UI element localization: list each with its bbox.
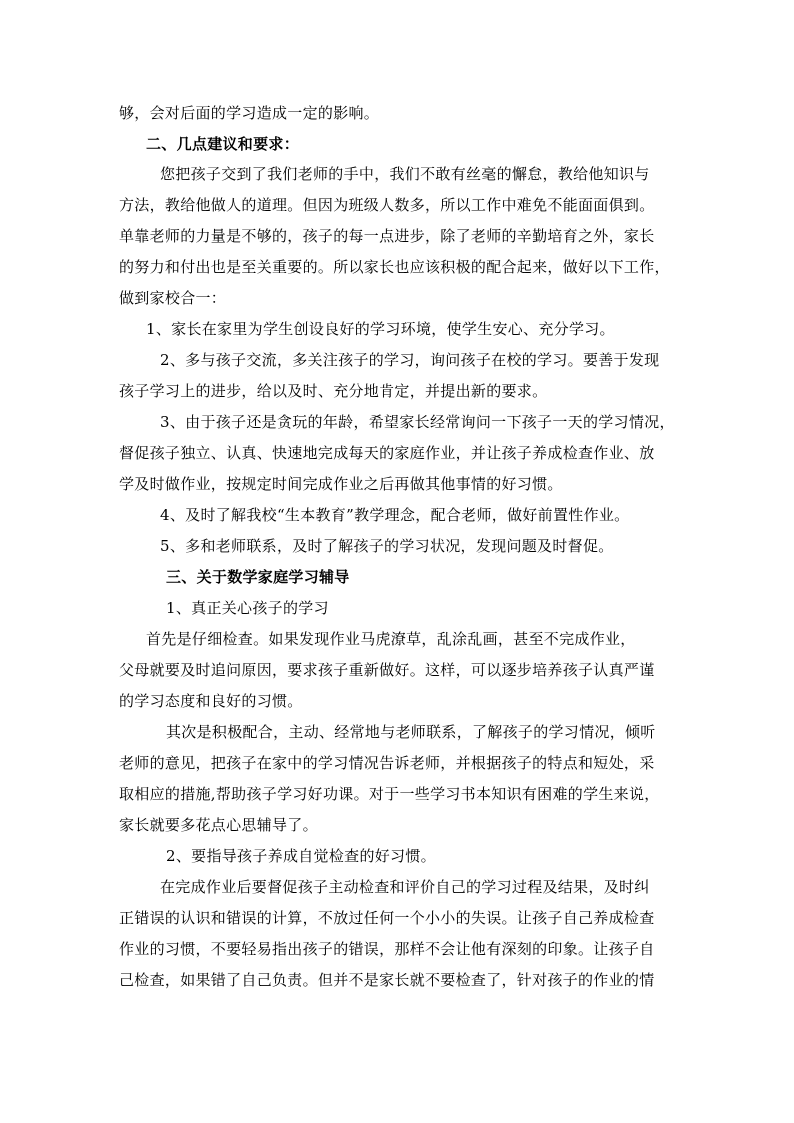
text-line: 孩子学习上的进步，给以及时、充分地肯定，并提出新的要求。 [119,382,548,400]
section-heading: 三、关于数学家庭学习辅导 [166,568,350,586]
text-line: 老师的意见，把孩子在家中的学习情况告诉老师，并根据孩子的特点和短处，采 [119,754,655,772]
list-item: 3、由于孩子还是贪玩的年龄，希望家长经常询问一下孩子一天的学习情况， [160,413,675,431]
list-item: 2、多与孩子交流，多关注孩子的学习，询问孩子在校的学习。要善于发现 [160,351,660,369]
text-line: 在完成作业后要督促孩子主动检查和评价自己的学习过程及结果，及时纠 [160,878,650,896]
list-item: 5、多和老师联系，及时了解孩子的学习状况，发现问题及时督促。 [160,537,614,555]
text-line: 家长就要多花点心思辅导了。 [119,816,318,834]
list-item: 4、及时了解我校“生本教育”教学理念，配合老师，做好前置性作业。 [160,506,630,524]
subsection-heading: 2、要指导孩子养成自觉检查的好习惯。 [166,847,436,865]
text-line: 其次是积极配合，主动、经常地与老师联系，了解孩子的学习情况，倾听 [166,723,656,741]
text-line: 作业的习惯，不要轻易指出孩子的错误，那样不会让他有深刻的印象。让孩子自 [119,940,655,958]
text-line: 己检查，如果错了自己负责。但并不是家长就不要检查了，针对孩子的作业的情 [119,971,655,989]
text-line: 父母就要及时追问原因，要求孩子重新做好。这样，可以逐步培养孩子认真严谨 [119,661,655,679]
text-line: 取相应的措施,帮助孩子学习好功课。对于一些学习书本知识有困难的学生来说， [119,785,660,803]
list-item: 1、家长在家里为学生创设良好的学习环境，使学生安心、充分学习。 [146,320,615,338]
subsection-heading: 1、真正关心孩子的学习 [166,599,329,617]
text-line: 做到家校合一： [119,289,227,307]
text-line: 方法，教给他做人的道理。但因为班级人数多，所以工作中难免不能面面俱到。 [119,196,655,214]
text-line: 督促孩子独立、认真、快速地完成每天的家庭作业，并让孩子养成检查作业、放 [119,444,655,462]
text-line: 的努力和付出也是至关重要的。所以家长也应该积极的配合起来，做好以下工作， [119,258,670,276]
text-line: 您把孩子交到了我们老师的手中，我们不敢有丝毫的懈怠，教给他知识与 [160,165,650,183]
text-line: 的学习态度和良好的习惯。 [119,692,303,710]
text-line: 正错误的认识和错误的计算，不放过任何一个小小的失误。让孩子自己养成检查 [119,909,655,927]
text-line: 学及时做作业，按规定时间完成作业之后再做其他事情的好习惯。 [119,475,563,493]
section-heading: 二、几点建议和要求： [146,135,300,153]
text-line: 单靠老师的力量是不够的，孩子的每一点进步，除了老师的辛勤培育之外，家长 [119,227,655,245]
text-line: 够，会对后面的学习造成一定的影响。 [119,104,380,122]
text-line: 首先是仔细检查。如果发现作业马虎潦草，乱涂乱画，甚至不完成作业， [146,630,636,648]
